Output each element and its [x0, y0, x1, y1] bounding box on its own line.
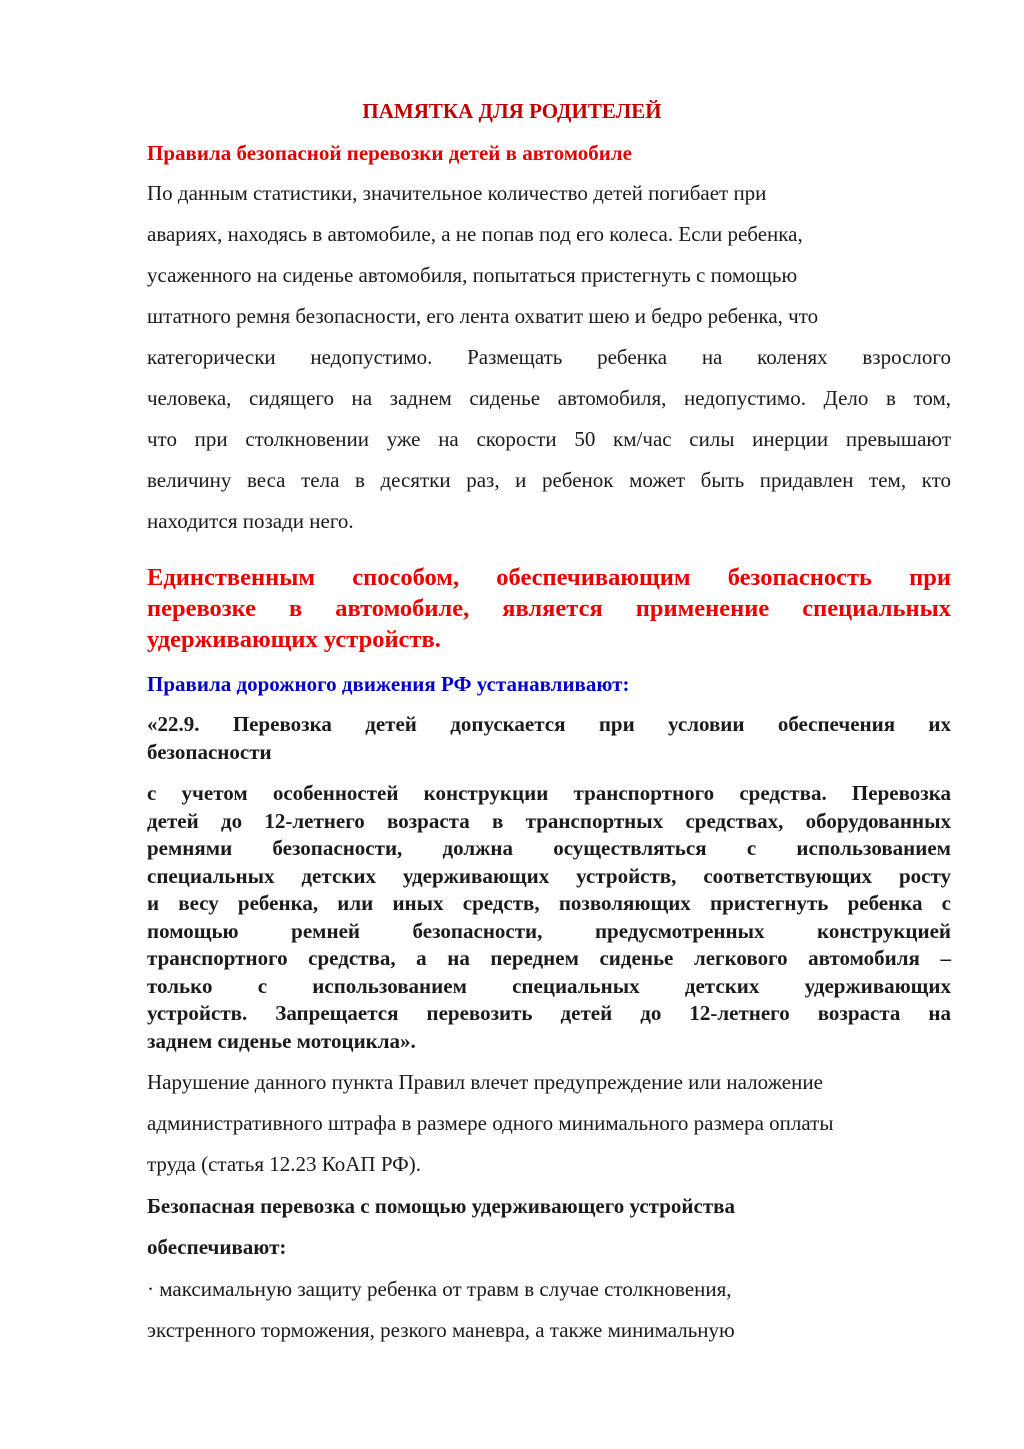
text-line: находится позади него. — [147, 509, 354, 533]
subtitle: Правила безопасной перевозки детей в автомобиле — [147, 141, 632, 165]
text-line: что при столкновении уже на скорости 50 км/час силы инерции превышают — [147, 427, 951, 451]
text-line: и весу ребенка, или иных средств, позволяющих пристегнуть ребенка с — [147, 891, 951, 915]
text-line: штатного ремня безопасности, его лента охватит шею и бедро ребенка, что — [147, 304, 819, 328]
text-line: безопасности — [147, 739, 272, 764]
document-title: ПАМЯТКА ДЛЯ РОДИТЕЛЕЙ — [362, 99, 662, 123]
text-line: перевозке в автомобиле, является применение специальных — [147, 595, 951, 622]
rule-22-9-body — [147, 780, 951, 1055]
text-line: «22.9. Перевозка детей допускается при условии обеспечения их — [147, 712, 951, 736]
intro-paragraph — [147, 173, 951, 542]
rule-22-9-heading — [147, 711, 951, 766]
text-line: экстренного торможения, резкого маневра, а также минимальную — [147, 1318, 735, 1342]
key-statement — [147, 562, 951, 655]
text-line: обеспечивают: — [147, 1235, 287, 1259]
text-line: с учетом особенностей конструкции транспортного средства. Перевозка — [147, 781, 951, 805]
safety-heading — [147, 1186, 951, 1268]
text-line: труда (статья 12.23 КоАП РФ). — [147, 1152, 421, 1176]
bullet-item — [147, 1269, 951, 1351]
text-line: помощью ремней безопасности, предусмотренных конструкцией — [147, 918, 951, 943]
text-line: авариях, находясь в автомобиле, а не попав под его колеса. Если ребенка, — [147, 222, 803, 246]
text-line: удерживающих устройств. — [147, 626, 441, 653]
text-line: только с использованием специальных детских удерживающих — [147, 973, 951, 998]
text-line: По данным статистики, значительное количество детей погибает при — [147, 181, 767, 205]
text-line: Единственным способом, обеспечивающим безопасность при — [147, 564, 951, 591]
text-line: Нарушение данного пункта Правил влечет предупреждение или наложение — [147, 1070, 823, 1094]
text-line: величину веса тела в десятки раз, и ребенок может быть придавлен тем, кто — [147, 468, 951, 492]
text-line: специальных детских удерживающих устройств, соответствующих росту — [147, 863, 951, 888]
text-line: устройств. Запрещается перевозить детей до 12-летнего возраста на — [147, 1001, 951, 1025]
text-line: ремнями безопасности, должна осуществляться с использованием — [147, 836, 951, 860]
text-line: усаженного на сиденье автомобиля, попытаться пристегнуть с помощью — [147, 263, 798, 287]
text-line: заднем сиденье мотоцикла». — [147, 1028, 416, 1053]
text-line: · максимальную защиту ребенка от травм в случае столкновения, — [147, 1277, 732, 1301]
text-line: транспортного средства, а на переднем сиденье легкового автомобиля – — [147, 946, 951, 970]
text-line: административного штрафа в размере одного минимального размера оплаты — [147, 1111, 834, 1135]
rules-heading: Правила дорожного движения РФ устанавливают: — [147, 672, 630, 696]
text-line: детей до 12-летнего возраста в транспортных средствах, оборудованных — [147, 808, 951, 833]
text-line: категорически недопустимо. Размещать ребенка на коленях взрослого — [147, 345, 951, 369]
text-line: человека, сидящего на заднем сиденье автомобиля, недопустимо. Дело в том, — [147, 386, 951, 410]
violation-paragraph — [147, 1062, 951, 1185]
text-line: Безопасная перевозка с помощью удерживающего устройства — [147, 1194, 735, 1218]
